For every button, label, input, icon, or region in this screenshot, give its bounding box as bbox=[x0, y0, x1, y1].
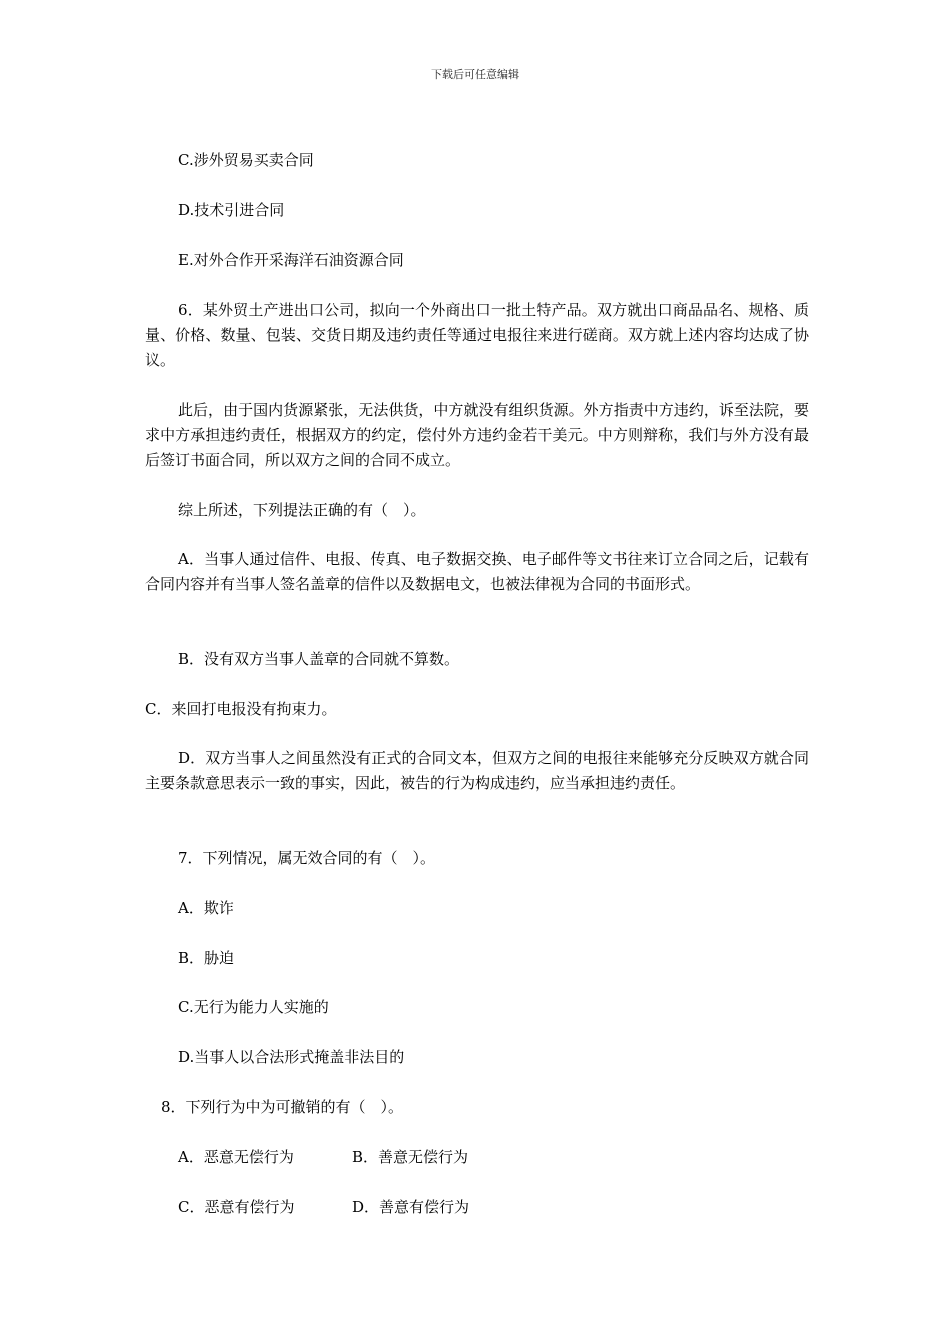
q7-option-c: C.无行为能力人实施的 bbox=[178, 998, 329, 1016]
q7-option-d: D.当事人以合法形式掩盖非法目的 bbox=[178, 1048, 405, 1066]
q6-option-c: C．来回打电报没有拘束力。 bbox=[145, 700, 337, 718]
q6-stem-paragraph-1: 6．某外贸土产进出口公司，拟向一个外商出口一批土特产品。双方就出口商品品名、规格、质量、价格、数量、包装、交货日期及违约责任等通过电报往来进行磋商。双方就上述内容均达成了协议。 bbox=[145, 301, 809, 369]
q6-option-d: D．双方当事人之间虽然没有正式的合同文本，但双方之间的电报往来能够充分反映双方就合同主要条款意思表示一致的事实，因此，被告的行为构成违约，应当承担违约责任。 bbox=[145, 749, 809, 792]
page-header: 下载后可任意编辑 bbox=[431, 68, 519, 81]
q5-option-d: D.技术引进合同 bbox=[178, 201, 285, 219]
q5-option-c: C.涉外贸易买卖合同 bbox=[178, 151, 314, 169]
q6-stem-paragraph-2: 此后，由于国内货源紧张，无法供货，中方就没有组织货源。外方指责中方违约，诉至法院，要求中方承担违约责任，根据双方的约定，偿付外方违约金若干美元。中方则辩称，我们与外方没有最后签订书面合同，所以双方之间的合同不成立。 bbox=[145, 401, 809, 469]
q8-stem: 8．下列行为中为可撤销的有（ ）。 bbox=[161, 1098, 404, 1116]
q8-option-b: B．善意无偿行为 bbox=[352, 1148, 469, 1166]
q8-options-row-2 bbox=[178, 1195, 470, 1220]
q8-option-a: A．恶意无偿行为 bbox=[178, 1148, 294, 1166]
q7-stem: 7．下列情况，属无效合同的有（ ）。 bbox=[178, 849, 436, 867]
q7-option-a: A．欺诈 bbox=[178, 899, 234, 917]
q6-option-a: A．当事人通过信件、电报、传真、电子数据交换、电子邮件等文书往来订立合同之后，记载有合同内容并有当事人签名盖章的信件以及数据电文，也被法律视为合同的书面形式。 bbox=[145, 550, 809, 593]
q7-option-b: B．胁迫 bbox=[178, 949, 235, 967]
q6-stem-paragraph-3: 综上所述，下列提法正确的有（ ）。 bbox=[178, 501, 426, 519]
q8-option-c: C．恶意有偿行为 bbox=[178, 1198, 295, 1216]
q6-option-b: B．没有双方当事人盖章的合同就不算数。 bbox=[178, 650, 460, 668]
q8-option-d: D．善意有偿行为 bbox=[352, 1198, 470, 1216]
q5-option-e: E.对外合作开采海洋石油资源合同 bbox=[178, 251, 404, 269]
q8-options-row-1 bbox=[178, 1145, 469, 1170]
